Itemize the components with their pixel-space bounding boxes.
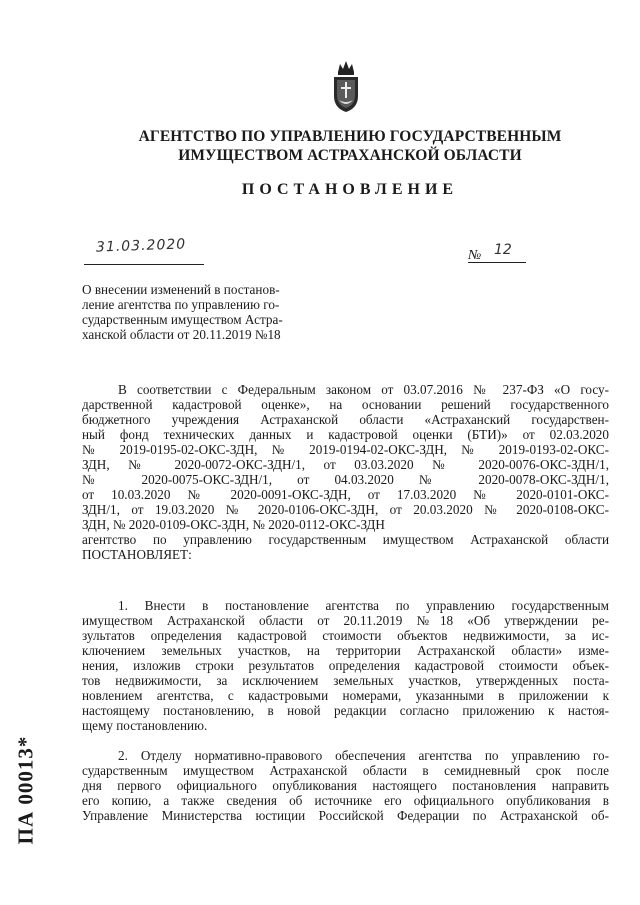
text-line: 2. Отделу нормативно-правового обеспечения агентства по управлению го- <box>118 748 609 763</box>
agency-name-line2: ИМУЩЕСТВОМ АСТРАХАНСКОЙ ОБЛАСТИ <box>178 147 522 164</box>
registration-stamp-text: ПА 00013* <box>13 735 38 845</box>
document-type-title: ПОСТАНОВЛЕНИЕ <box>241 181 459 198</box>
subject-line: ханской области от 20.11.2019 №18 <box>82 327 281 342</box>
text-line: дня первого официального опубликования настоящего постановления направить <box>82 778 609 793</box>
document-number: 12 <box>494 242 512 258</box>
text-line: тов недвижимости, за исключением земельных участков, утвержденных поста- <box>82 673 609 688</box>
agency-name-line1: АГЕНТСТВО ПО УПРАВЛЕНИЮ ГОСУДАРСТВЕННЫМ <box>138 128 562 145</box>
clause-2-paragraph <box>82 748 609 823</box>
preamble-paragraph <box>82 382 609 562</box>
text-line: В соответствии с Федеральным законом от 03.07.2016 № 237-ФЗ «О госу- <box>118 382 609 397</box>
registration-stamp <box>6 690 46 890</box>
text-line: имуществом Астраханской области от 20.11.2019 №18 «Об утверждении ре- <box>82 613 609 628</box>
coat-of-arms-emblem <box>328 58 364 114</box>
text-line: ЗДН, № 2020-0072-ОКС-ЗДН/1, от 03.03.2020 № 2020-0076-ОКС-ЗДН/1, <box>82 457 609 472</box>
text-line: от 10.03.2020 № 2020-0091-ОКС-ЗДН, от 17.03.2020 № 2020-0101-ОКС- <box>82 487 609 502</box>
resolves-heading: ПОСТАНОВЛЯЕТ: <box>82 547 192 562</box>
text-line: ный фонд технических данных и кадастровой оценки (БТИ)» от 02.03.2020 <box>82 427 609 442</box>
subject-line: сударственным имуществом Астра- <box>82 312 283 327</box>
text-line: зультатов определения кадастровой стоимости объектов недвижимости, за ис- <box>82 628 609 643</box>
number-underline <box>468 262 526 263</box>
text-line: ключением земельных участков, на территории Астраханской области» изме- <box>82 643 609 658</box>
text-line: его копию, а также сведения об источнике его официального опубликования в <box>82 793 609 808</box>
text-line: новлением агентства, с кадастровыми номерами, указанными в приложении к <box>82 688 609 703</box>
clause-1-paragraph <box>82 598 609 733</box>
text-line: дарственной кадастровой оценке», на основании решений государственного <box>82 397 609 412</box>
text-line: бюджетного учреждения Астраханской области «Астраханский государствен- <box>82 412 609 427</box>
document-subject <box>82 282 318 342</box>
text-line: настоящему постановлению, в новой редакции согласно приложению к настоя- <box>82 703 609 718</box>
text-line: № 2020-0075-ОКС-ЗДН/1, от 04.03.2020 № 2020-0078-ОКС-ЗДН/1, <box>82 472 609 487</box>
document-date: 31.03.2020 <box>95 236 187 256</box>
text-line: Управление Министерства юстиции Российской Федерации по Астраханской об- <box>82 808 609 823</box>
subject-line: О внесении изменений в постанов- <box>82 282 280 297</box>
text-line: щему постановлению. <box>82 718 208 733</box>
text-line: ЗДН/1, от 19.03.2020 № 2020-0106-ОКС-ЗДН, от 20.03.2020 № 2020-0108-ОКС- <box>82 502 609 517</box>
number-label: № <box>468 248 482 263</box>
subject-line: ление агентства по управлению го- <box>82 297 280 312</box>
text-line: сударственным имуществом Астраханской области в семидневный срок после <box>82 763 609 778</box>
text-line: агентство по управлению государственным имуществом Астраханской области <box>82 532 609 547</box>
text-line: 1. Внести в постановление агентства по управлению государственным <box>118 598 609 613</box>
text-line: нения, изложив строки результатов определения кадастровой стоимости объек- <box>82 658 609 673</box>
text-line: № 2019-0195-02-ОКС-ЗДН, № 2019-0194-02-ОКС-ЗДН, № 2019-0193-02-ОКС- <box>82 442 609 457</box>
text-line: ЗДН, № 2020-0109-ОКС-ЗДН, № 2020-0112-ОКС-ЗДН <box>82 517 385 532</box>
